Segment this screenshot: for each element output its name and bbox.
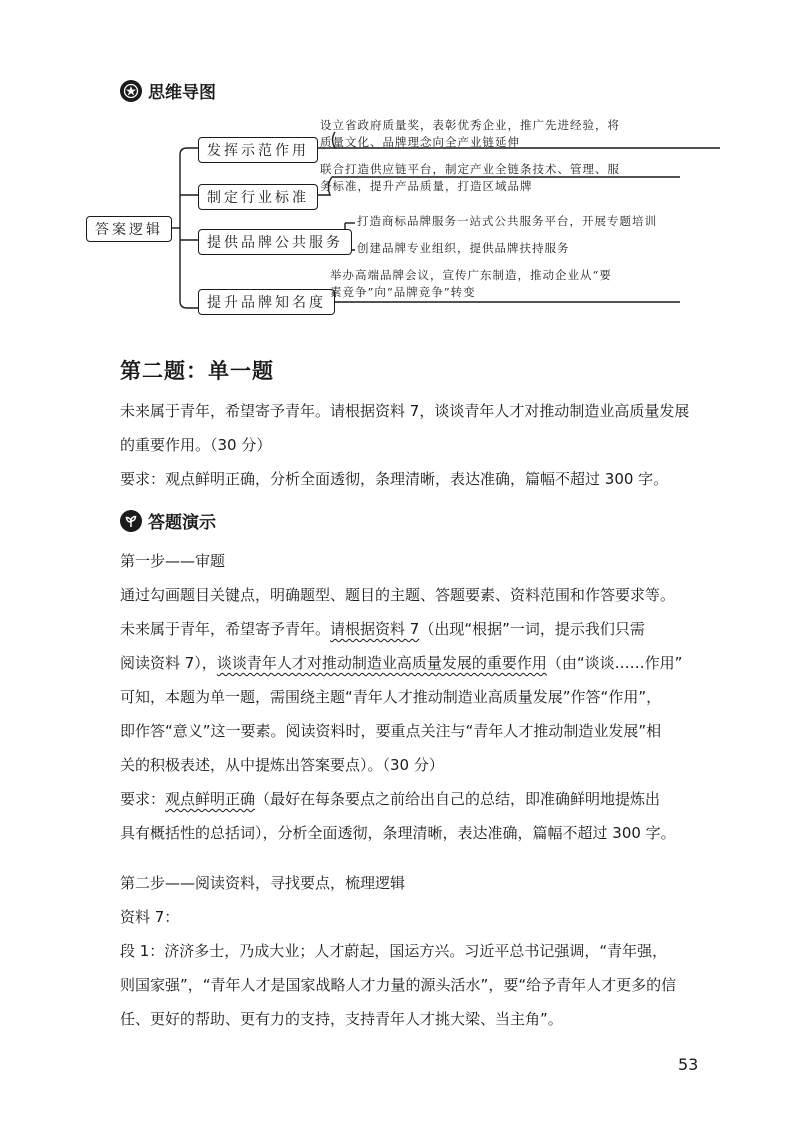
demo-section-header	[120, 508, 216, 533]
question-title: 第二题：单一题	[120, 359, 274, 383]
leaf-icon	[120, 510, 142, 532]
step1-body: 通过勾画题目关键点，明确题型、题目的主题、答题要素、资料范围和作答要求等。 未来属于青年，希望寄予青年。请根据资料 7（出现“根据”一词，提示我们只需 阅读资料 7），谈谈青年人才对推动制造业高质量发展的重要作用（由“谈谈……作用” 可知，本题为单一题，需围绕主题“青年人才推动制造业高质量发展”作答“作用”， 即作答“意义”这一要素。阅读资料时，要重点关注与“青年人才推动制造业发展”相 关的积极表述，从中提炼出答案要点）。（30 分） 要求：观点鲜明正确（最好在每条要点之前给出自己的总结，即准确鲜明地提炼出 具有概括性的总括词），分析全面透彻，条理清晰，表达准确，篇幅不超过 300 字。	[120, 586, 683, 842]
page-number: 53	[678, 1055, 699, 1074]
mindmap-section-title: 思维导图	[148, 83, 216, 103]
mindmap	[80, 115, 720, 325]
mindmap-branch-demonstration: 发挥示范作用	[198, 137, 318, 163]
mindmap-branch-standards: 制定行业标准	[198, 184, 318, 210]
seal-icon	[120, 80, 142, 102]
mindmap-note: 联合打造供应链平台，制定产业全链条技术、管理、服 务标准，提升产品质量，打造区域品牌	[320, 162, 620, 193]
step2-title: 第二步——阅读资料，寻找要点，梳理逻辑	[120, 874, 406, 892]
mindmap-note: 举办高端品牌会议，宣传广东制造，推动企业从“要 素竞争”向“品牌竞争”转变	[330, 268, 612, 299]
mindmap-note: 打造商标品牌服务一站式公共服务平台，开展专题培训 创建品牌专业组织，提供品牌扶持服务	[357, 214, 657, 255]
demo-section-title: 答题演示	[148, 513, 216, 533]
step2-body: 资料 7： 段 1：济济多士，乃成大业；人才蔚起，国运方兴。习近平总书记强调，“青年强， 则国家强”，“青年人才是国家战略人才力量的源头活水”，要“给予青年人才更多的信 任、更好的帮助、更有力的支持，支持青年人才挑大梁、当主角”。	[120, 908, 677, 1028]
mindmap-branch-public-service: 提供品牌公共服务	[198, 229, 352, 255]
question-body: 未来属于青年，希望寄予青年。请根据资料 7，谈谈青年人才对推动制造业高质量发展 的重要作用。（30 分） 要求：观点鲜明正确，分析全面透彻，条理清晰，表达准确，篇幅不超过 300 字。	[120, 402, 690, 488]
mindmap-note: 设立省政府质量奖，表彰优秀企业，推广先进经验，将 质量文化、品牌理念向全产业链延伸	[320, 118, 620, 149]
mindmap-branch-awareness: 提升品牌知名度	[198, 289, 335, 315]
mindmap-root: 答案逻辑	[86, 216, 172, 242]
mindmap-section-header	[120, 78, 216, 103]
step1-title: 第一步——审题	[120, 552, 226, 570]
